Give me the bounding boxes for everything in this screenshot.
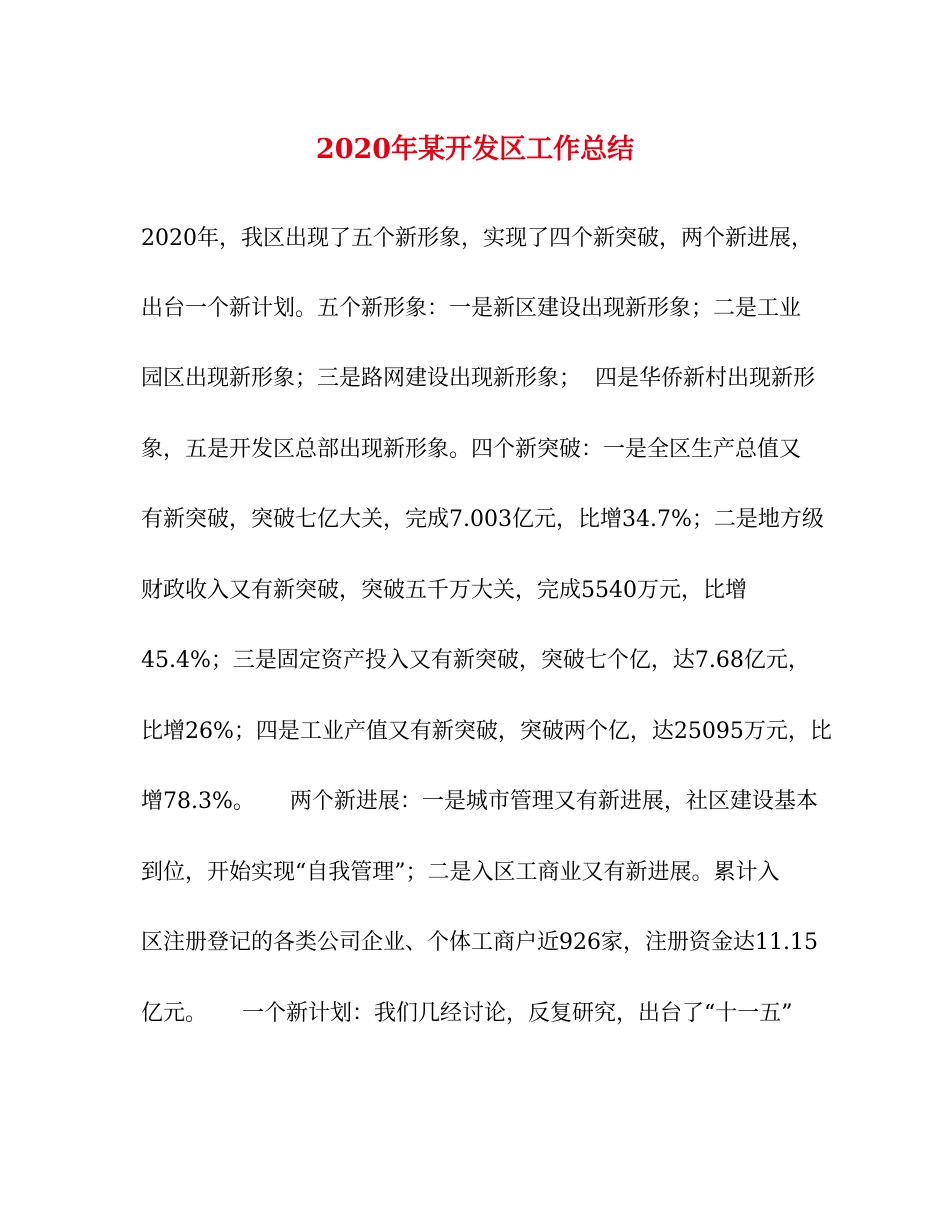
body-line-6: 财政收入又有新突破，突破五千万大关，完成5540万元，比增 (141, 578, 747, 603)
body-line-4: 象，五是开发区总部出现新形象。四个新突破：一是全区生产总值又 (141, 437, 802, 462)
body-line-7: 45.4%；三是固定资产投入又有新突破，突破七个亿，达7.68亿元， (141, 648, 810, 673)
body-line-10: 到位，开始实现“自我管理”；二是入区工商业又有新进展。累计入 (141, 860, 780, 885)
document-title: 2020年某开发区工作总结 (315, 134, 635, 165)
body-line-5: 有新突破，突破七亿大关，完成7.003亿元，比增34.7%；二是地方级 (141, 507, 824, 532)
body-line-12: 亿元。 一个新计划：我们几经讨论，反复研究，出台了“十一五” (141, 1001, 793, 1026)
body-line-3: 园区出现新形象；三是路网建设出现新形象； 四是华侨新村出现新形 (141, 366, 815, 391)
body-line-11: 区注册登记的各类公司企业、个体工商户近926家，注册资金达11.15 (141, 930, 818, 955)
body-line-2: 出台一个新计划。五个新形象：一是新区建设出现新形象；二是工业 (141, 296, 802, 321)
body-line-8: 比增26%；四是工业产值又有新突破，突破两个亿，达25095万元，比 (141, 719, 832, 744)
body-line-1: 2020年，我区出现了五个新形象，实现了四个新突破，两个新进展， (141, 226, 813, 251)
body-line-9: 增78.3%。 两个新进展：一是城市管理又有新进展，社区建设基本 (141, 789, 818, 814)
